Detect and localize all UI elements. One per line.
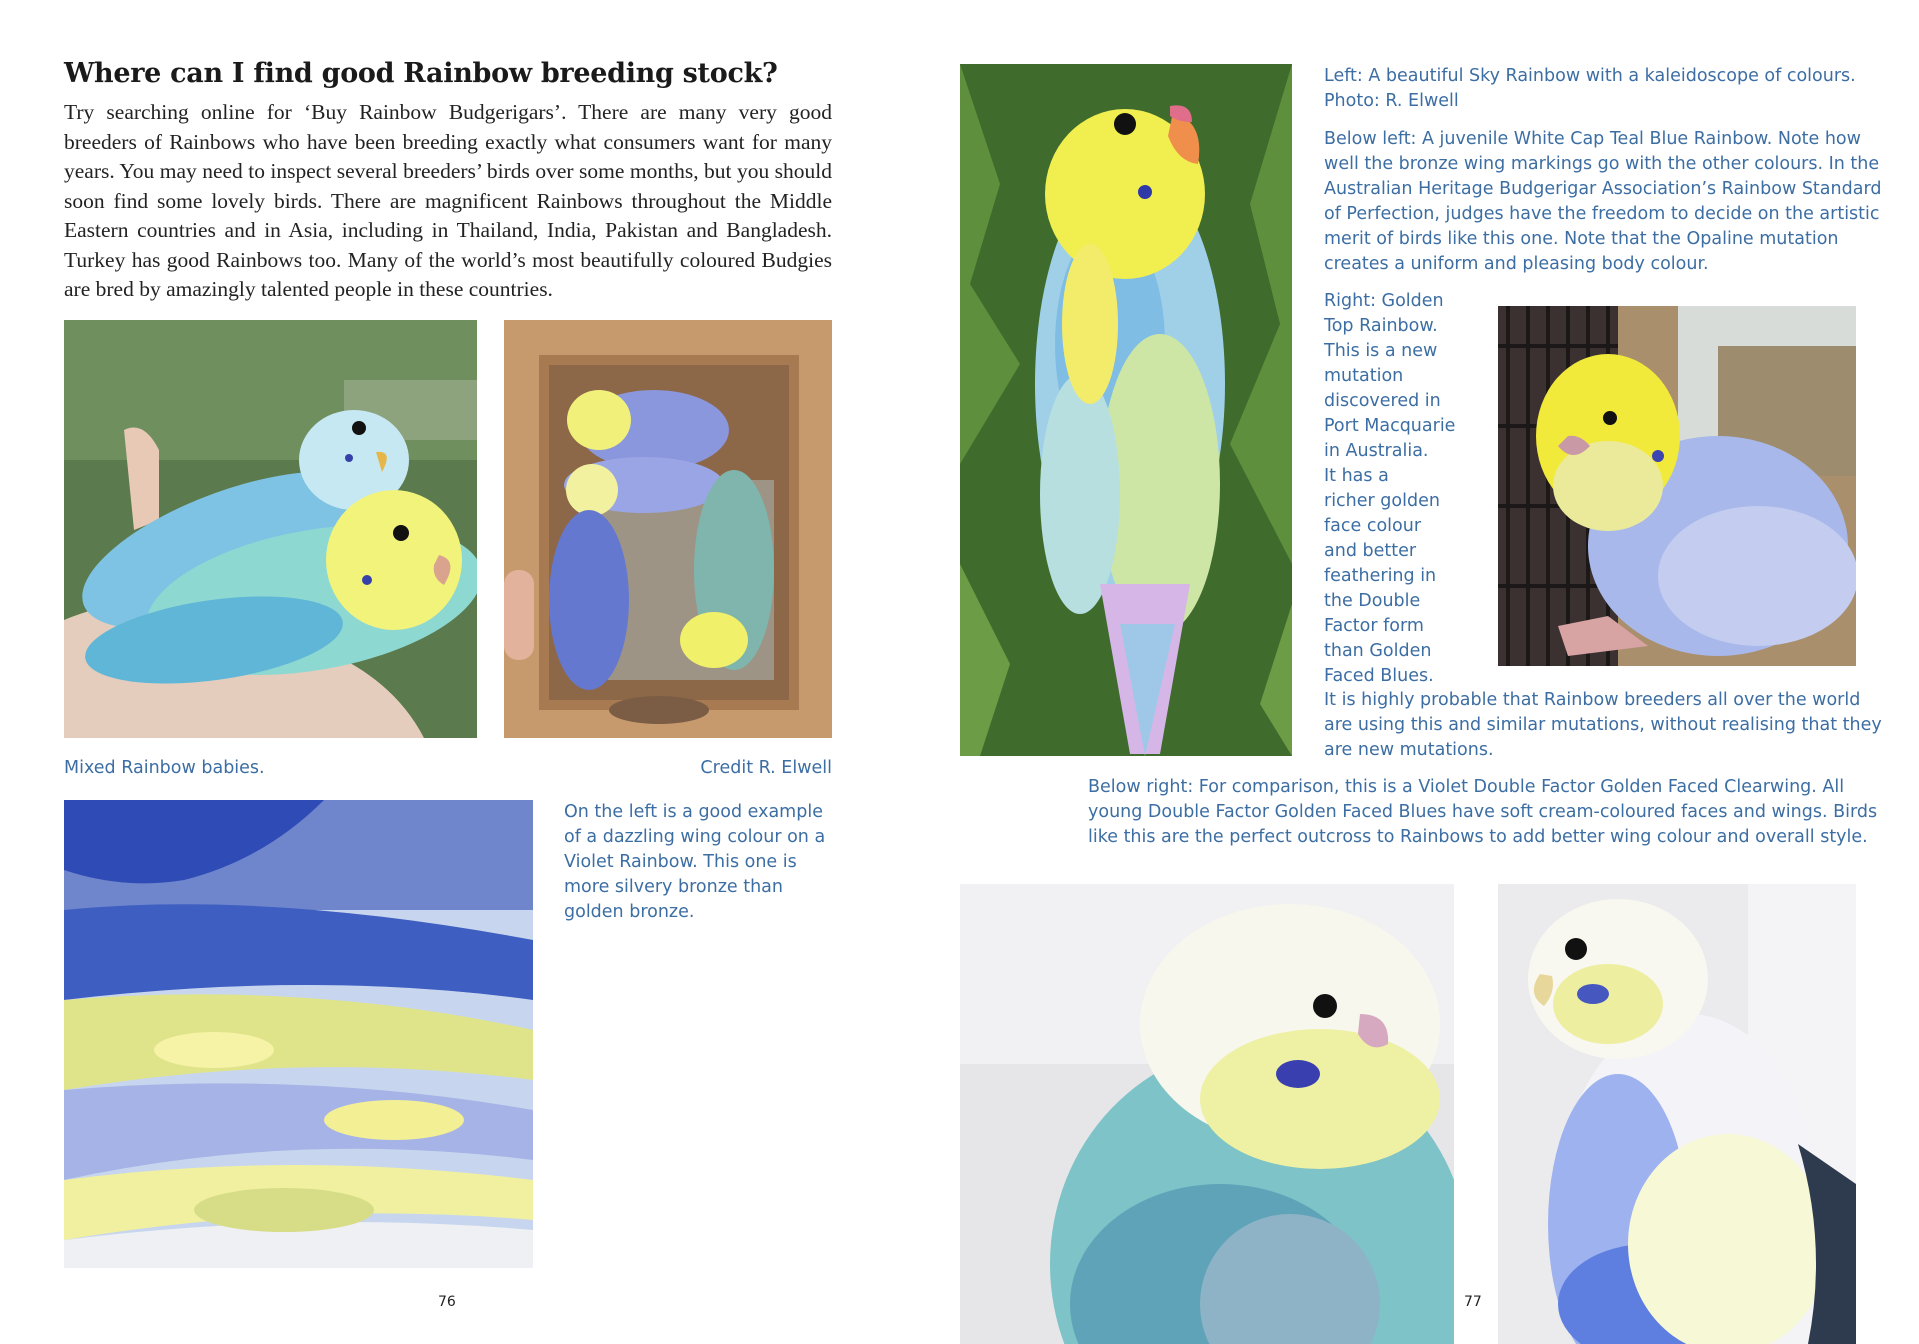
page-number-right: 77 xyxy=(1464,1294,1482,1310)
caption-credit: Credit R. Elwell xyxy=(700,758,832,778)
caption-golden-top-line: Port Macquarie xyxy=(1324,416,1456,436)
caption-golden-top-line: Factor form xyxy=(1324,616,1424,636)
caption-golden-top-line: Faced Blues. xyxy=(1324,666,1434,686)
caption-golden-top-line: richer golden xyxy=(1324,491,1440,511)
caption-sky-rainbow: Left: A beautiful Sky Rainbow with a kaleidoscope of colours. Photo: R. Elwell xyxy=(1324,66,1856,111)
caption-golden-top-line: than Golden xyxy=(1324,641,1432,661)
caption-golden-top-line: in Australia. xyxy=(1324,441,1429,461)
page-heading: Where can I find good Rainbow breeding stock? xyxy=(64,58,778,89)
page-number-left: 76 xyxy=(438,1294,456,1310)
caption-wing-colour: On the left is a good example of a dazzling wing colour on a Violet Rainbow. This one is more silvery bronze than golden bronze. xyxy=(564,802,826,922)
photo-rainbow-babies-in-nestbox xyxy=(504,320,832,738)
caption-mixed-rainbow-babies: Mixed Rainbow babies. xyxy=(64,758,265,778)
body-paragraph: Try searching online for ‘Buy Rainbow Budgerigars’. There are many very good breeders of Rainbows who have been breeding exactly what consumers want for many years. You may need to inspect several breeders’ birds over some months, but you should soon find some lovely birds. There are magnificent Rainbows throughout the Middle Eastern countries and in Asia, including in Thailand, India, Pakistan and Bangladesh. Turkey has good Rainbows too. Many of the world’s most beautifully coloured Budgies are bred by amazingly talented people in these countries. xyxy=(64,100,832,301)
caption-violet-df-golden-faced: Below right: For comparison, this is a Violet Double Factor Golden Faced Clearwing. All young Double Factor Golden Faced Blues have soft cream-coloured faces and wings. Birds like this are the perfect outcross to Rainbows to add better wing colour and overall style. xyxy=(1088,777,1878,847)
caption-golden-top-line: discovered in xyxy=(1324,391,1441,411)
caption-golden-top-line: Right: Golden xyxy=(1324,291,1444,311)
caption-golden-top-line: Top Rainbow. xyxy=(1324,316,1438,336)
caption-golden-top-line: the Double xyxy=(1324,591,1421,611)
photo-sky-rainbow xyxy=(960,64,1292,756)
photo-violet-rainbow-wing xyxy=(64,800,533,1268)
caption-golden-top-line: mutation xyxy=(1324,366,1404,386)
caption-golden-top-continuation: It is highly probable that Rainbow breeders all over the world are using this and similar mutations, without realising that they are new mutations. xyxy=(1324,690,1882,760)
caption-golden-top-line: face colour xyxy=(1324,516,1422,536)
photo-white-cap-teal-blue-rainbow xyxy=(960,884,1454,1344)
caption-golden-top-line: It has a xyxy=(1324,466,1389,486)
caption-golden-top-column xyxy=(1324,289,1464,689)
photo-golden-top-rainbow xyxy=(1498,306,1856,666)
caption-golden-top-line: This is a new xyxy=(1324,341,1438,361)
caption-white-cap-teal-blue: Below left: A juvenile White Cap Teal Blue Rainbow. Note how well the bronze wing markings go with the other colours. In the Australian Heritage Budgerigar Association’s Rainbow Standard of Perfection, judges have the freedom to decide on the artistic merit of birds like this one. Note that the Opaline mutation creates a uniform and pleasing body colour. xyxy=(1324,129,1882,274)
photo-violet-df-golden-faced-clearwing xyxy=(1498,884,1856,1344)
caption-golden-top-line: feathering in xyxy=(1324,566,1437,586)
photo-rainbow-babies-in-hand xyxy=(64,320,477,738)
caption-golden-top-line: and better xyxy=(1324,541,1417,561)
